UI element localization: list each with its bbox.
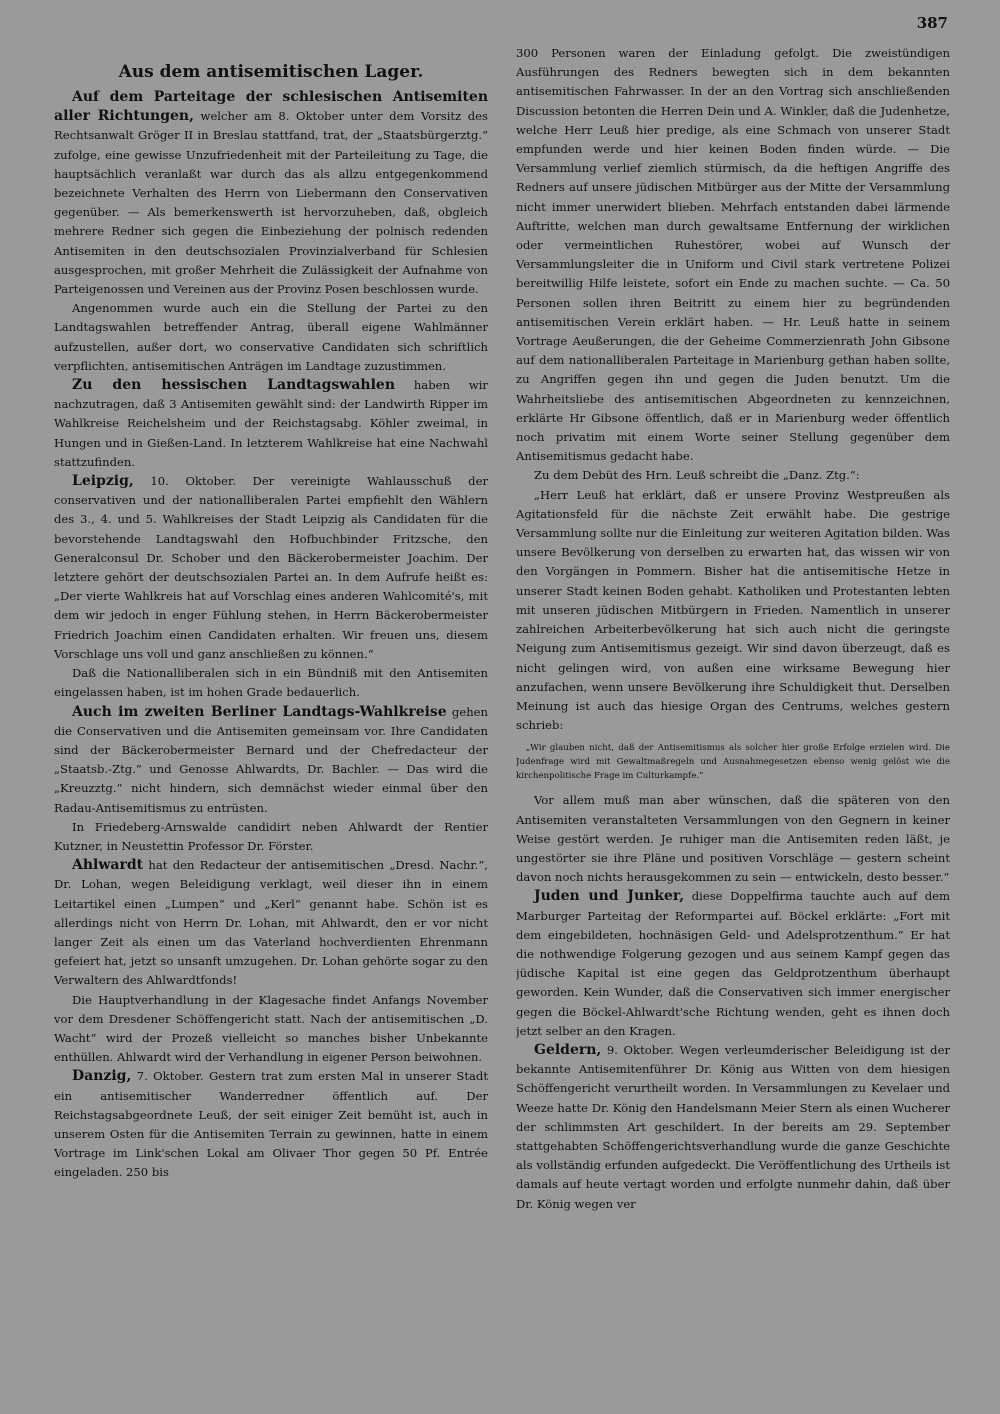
article-paragraph bbox=[516, 1041, 950, 1214]
article-paragraph bbox=[54, 856, 488, 990]
article-paragraph bbox=[54, 991, 488, 1068]
right-column bbox=[516, 44, 950, 1384]
article-lead: Auch im zweiten Berliner Landtags-Wahlkreise bbox=[72, 703, 447, 720]
section-title: Aus dem antisemitischen Lager. bbox=[118, 62, 424, 82]
article-text: haben wir nachzutragen, daß 3 Antisemiten gewählt sind: der Landwirth Ripper im Wahlkreise Reichelsheim und der Reichstagsabg. Köhler zweimal, in Hungen und in Gießen-Land. In letzterem Wahlkreise hat eine Nachwahl stattzufinden. bbox=[54, 378, 488, 469]
article-paragraph bbox=[516, 466, 950, 485]
article-text: hat den Redacteur der antisemitischen „Dresd. Nachr.“, Dr. Lohan, wegen Beleidigung verklagt, weil dieser ihn in einem Leitartikel einen „Lumpen“ und „Kerl“ genannt habe. Schön ist es allerdings nicht von Herrn Dr. Lohan, mit Ahlwardt, den er vor nicht langer Zeit als einen um das Vaterland hochverdienten Ehrenmann gefeiert hat, jetzt so unsanft umzugehen. Dr. Lohan gehörte sogar zu den Verwaltern des Ahlwardtfonds! bbox=[54, 858, 488, 988]
article-text: gehen die Conservativen und die Antisemiten gemeinsam vor. Ihre Candidaten sind der Bäckerobermeister Bernard und der Chefredacteur der „Staatsb.-Ztg.“ und Genosse Ahlwardts, Dr. Bachler. — Das wird die „Kreuzztg.“ nicht hindern, sich demnächst wieder einmal über den Radau-Antisemitismus zu entrüsten. bbox=[54, 704, 488, 815]
article-text: 9. Oktober. Wegen verleumderischer Beleidigung ist der bekannte Antisemitenführer Dr. König aus Witten von dem hiesigen Schöffengericht verurtheilt worden. In Versammlungen zu Kevelaer und Weeze hatte Dr. König den Handelsmann Meier Stern als einen Wucherer der schlimmsten Art geschildert. In der bereits am 29. September stattgehabten Schöffengerichtsverhandlung wurde die ganze Geschichte als vollständig erfunden aufgedeckt. Die Veröffentlichung des Urtheils ist damals auf heute vertagt worden und erfolgte nunmehr dahin, daß über Dr. König wegen ver bbox=[516, 1042, 950, 1211]
article-lead: Auf dem Parteitage der schlesischen Antisemiten aller Richtungen, bbox=[54, 89, 488, 125]
article-lead: Geldern, bbox=[534, 1041, 602, 1058]
article-paragraph bbox=[516, 791, 950, 887]
article-lead: Danzig, bbox=[72, 1068, 132, 1085]
article-paragraph bbox=[54, 703, 488, 818]
article-text: Angenommen wurde auch ein die Stellung der Partei zu den Landtagswahlen betreffender Antrag, überall eigene Wahlmänner aufzustellen, außer dort, wo conservative Candidaten sich schriftlich verpflichten, antisemitischen Anträgen im Landtage zuzustimmen. bbox=[54, 301, 488, 373]
article-paragraph bbox=[54, 376, 488, 472]
article-paragraph bbox=[516, 887, 950, 1041]
article-paragraph bbox=[54, 88, 488, 299]
page-number: 387 bbox=[916, 14, 948, 32]
article-text: 300 Personen waren der Einladung gefolgt. Die zweistündigen Ausführungen des Redners bewegten sich in dem bekannten antisemitischen Fahrwasser. In der an den Vortrag sich anschließenden Discussion betonten die Herren Dein und A. Winkler, daß die Judenhetze, welche Herr Leuß hier predige, als eine Schmach von unserer Stadt empfunden werde und hier keinen Boden finden würde. — Die Versammlung verlief ziemlich stürmisch, da die heftigen Angriffe des Redners auf unsere jüdischen Mitbürger aus der Mitte der Versammlung nicht immer unerwidert blieben. Mehrfach entstanden dabei lärmende Auftritte, welchen man durch gewaltsame Entfernung der wirklichen oder vermeintlichen Ruhestörer, wobei auf Wunsch der Versammlungsleiter die in Uniform und Civil stark vertretene Polizei bereitwillig Hilfe leistete, sofort ein Ende zu machen suchte. — Ca. 50 Personen sollen ihren Beitritt zu einem hier zu begründenden antisemitischen Verein erklärt haben. — Hr. Leuß hatte in seinem Vortrage Aeußerungen, die der Geheime Commerzienrath John Gibsone auf dem nationalliberalen Parteitage in Marienburg gethan haben sollte, zu Angriffen gegen ihn und gegen die Juden benutzt. Um die Wahrheitsliebe des antisemitischen Abgeordneten zu kennzeichnen, erklärte Hr Gibsone öffentlich, daß er in Marienburg weder öffentlich noch privatim mit einem Worte seiner Stellung gegenüber dem Antisemitismus gedacht habe. bbox=[516, 46, 950, 464]
article-text: Zu dem Debüt des Hrn. Leuß schreibt die „Danz. Ztg.“: bbox=[534, 468, 860, 483]
article-paragraph bbox=[516, 486, 950, 736]
article-text: 10. Oktober. Der vereinigte Wahlausschuß der conservativen und der nationalliberalen Partei empfiehlt den Wählern des 3., 4. und 5. Wahlkreises der Stadt Leipzig als Candidaten für die bevorstehende Landtagswahl den Hofbuchbinder Fritzsche, den Generalconsul Dr. Schober und den Bäckerobermeister Joachim. Der letztere gehört der deutschsozialen Partei an. In dem Aufrufe heißt es: „Der vierte Wahlkreis hat auf Vorschlag eines anderen Wahlcomité's, mit dem wir jedoch in enger Fühlung stehen, in Herrn Bäckerobermeister Friedrich Joachim einen Candidaten erhalten. Wir freuen uns, diesem Vorschlage uns voll und ganz anschließen zu können.“ bbox=[54, 474, 488, 661]
columns bbox=[54, 44, 950, 1384]
article-text: Vor allem muß man aber wünschen, daß die späteren von den Antisemiten veranstalteten Versammlungen von den Gegnern in keiner Weise gestört werden. Je ruhiger man die Antisemiten reden läßt, je ungestörter sie ihre Pläne und positiven Vorschläge — gestern scheint davon noch nichts herausgekommen zu sein — entwickeln, desto besser.“ bbox=[516, 793, 950, 885]
article-paragraph bbox=[54, 818, 488, 856]
article-text: In Friedeberg-Arnswalde candidirt neben Ahlwardt der Rentier Kutzner, in Neustettin Professor Dr. Förster. bbox=[54, 819, 488, 853]
article-text: 7. Oktober. Gestern trat zum ersten Mal in unserer Stadt ein antisemitischer Wanderredner öffentlich auf. Der Reichstagsabgeordnete Leuß, der seit einiger Zeit bemüht ist, auch in unserem Osten für die Antisemiten Terrain zu gewinnen, hatte in einem Vortrage im Link'schen Lokal am Olivaer Thor gegen 50 Pf. Entrée eingeladen. 250 bis bbox=[54, 1069, 488, 1180]
left-column bbox=[54, 44, 488, 1384]
article-lead: Leipzig, bbox=[72, 473, 134, 490]
article-text: diese Doppelfirma tauchte auch auf dem Marburger Parteitag der Reformpartei auf. Böckel erklärte: „Fort mit dem eingebildeten, hochnäsigen Geld- und Adelsprotzenthum.“ Er hat die nothwendige Folgerung gezogen und aus seinem Kampf gegen das jüdische Kapital ist eine gegen das Geldprotzenthum überhaupt geworden. Kein Wunder, daß die Conservativen sich immer energischer gegen die Böckel-Ahlwardt'sche Richtung wenden, geht es ihnen doch jetzt selber an den Kragen. bbox=[516, 889, 950, 1038]
block-quote bbox=[516, 741, 950, 783]
article-lead: Juden und Junker, bbox=[534, 888, 685, 905]
article-text: „Wir glauben nicht, daß der Antisemitismus als solcher hier große Erfolge erzielen wird. Die Judenfrage wird mit Gewaltmaßregeln und Ausnahmegesetzen ebenso wenig gelöst wie die kirchenpolitische Frage im Culturkampfe.“ bbox=[516, 743, 950, 782]
article-text: Die Hauptverhandlung in der Klagesache findet Anfangs November vor dem Dresdener Schöffengericht statt. Nach der antisemitischen „D. Wacht“ wird der Prozeß vielleicht so manches bisher Unbekannte enthüllen. Ahlwardt wird der Verhandlung in eigener Person beiwohnen. bbox=[54, 992, 488, 1065]
article-paragraph bbox=[54, 472, 488, 664]
article-lead: Ahlwardt bbox=[72, 857, 144, 874]
article-paragraph bbox=[54, 299, 488, 376]
article-text: welcher am 8. Oktober unter dem Vorsitz des Rechtsanwalt Gröger II in Breslau stattfand, trat, der „Staatsbürgerztg.“ zufolge, eine gewisse Unzufriedenheit mit der Parteileitung zu Tage, die hauptsächlich veranlaßt war durch das als allzu entgegenkommend bezeichnete Verhalten des Herrn von Liebermann den Conservativen gegenüber. — Als bemerkenswerth ist hervorzuheben, daß, obgleich mehrere Redner sich gegen die Einbeziehung der polnisch redenden Antisemiten in den deutschsozialen Provinzialverband für Schlesien ausgesprochen, mit großer Mehrheit die Zulässigkeit der Aufnahme von Parteigenossen und Vereinen aus der Provinz Posen beschlossen wurde. bbox=[54, 109, 488, 297]
article-paragraph bbox=[516, 44, 950, 466]
article-paragraph bbox=[54, 664, 488, 702]
article-text: „Herr Leuß hat erklärt, daß er unsere Provinz Westpreußen als Agitationsfeld für die nächste Zeit erwählt habe. Die gestrige Versammlung sollte nur die Einleitung zur weiteren Agitation bilden. Was unsere Bevölkerung von derselben zu erwarten hat, das wissen wir von den Vorgängen in Pommern. Bisher hat die antisemitische Hetze in unserer Stadt keinen Boden gehabt. Katholiken und Protestanten lebten mit unseren jüdischen Mitbürgern in Frieden. Namentlich in unserer zahlreichen Arbeiterbevölkerung hat sich auch nicht die geringste Neigung zum Antisemitismus gezeigt. Wir sind davon überzeugt, daß es nicht gelingen wird, von außen eine wirksame Bewegung hier anzufachen, wenn unsere Bevölkerung ihre Schuldigkeit thut. Derselben Meinung ist auch das hiesige Organ des Centrums, welches gestern schrieb: bbox=[516, 487, 950, 733]
article-lead: Zu den hessischen Landtagswahlen bbox=[72, 377, 395, 394]
article-paragraph bbox=[54, 1067, 488, 1182]
article-text: Daß die Nationalliberalen sich in ein Bündniß mit den Antisemiten eingelassen haben, ist im hohen Grade bedauerlich. bbox=[54, 666, 488, 700]
